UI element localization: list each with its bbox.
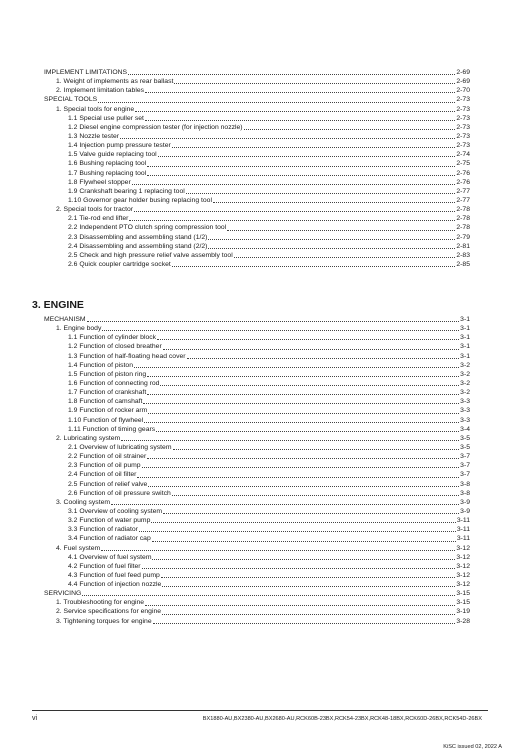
toc-entry-page: 3-7 bbox=[460, 462, 470, 470]
toc-entry-title: 1.6 Bushing replacing tool bbox=[68, 160, 147, 168]
toc-entry[interactable] bbox=[44, 571, 470, 580]
toc-entry[interactable] bbox=[44, 379, 470, 388]
toc-entry-page: 3-3 bbox=[460, 407, 470, 415]
toc-dot-leader bbox=[153, 623, 456, 624]
toc-entry-title: 1.2 Diesel engine compression tester (for injection nozzle) bbox=[68, 123, 243, 131]
toc-entry-title: 3.3 Function of radiator bbox=[68, 526, 138, 534]
toc-entry-title: 2. Lubricating system bbox=[56, 434, 121, 442]
toc-entry[interactable] bbox=[44, 86, 470, 95]
toc-entry-page: 3-11 bbox=[456, 526, 470, 534]
toc-entry-title: 2.3 Function of oil pump bbox=[68, 462, 141, 470]
toc-entry-page: 3-3 bbox=[460, 416, 470, 424]
toc-entry-title: 1.3 Function of half-floating head cover bbox=[68, 352, 186, 360]
toc-entry[interactable] bbox=[44, 352, 470, 361]
toc-entry-title: 2.4 Disassembling and assembling stand (2/2) bbox=[68, 242, 208, 250]
toc-entry[interactable] bbox=[44, 443, 470, 452]
toc-dot-leader bbox=[143, 403, 459, 404]
toc-dot-leader bbox=[208, 239, 455, 240]
toc-entry-title: 1. Weight of implements as rear ballast bbox=[56, 78, 174, 86]
toc-entry-title: 2.3 Disassembling and assembling stand (1/2) bbox=[68, 233, 208, 241]
toc-entry[interactable] bbox=[44, 562, 470, 571]
toc-entry[interactable] bbox=[44, 260, 470, 269]
toc-entry[interactable] bbox=[44, 589, 470, 598]
toc-entry-page: 2-70 bbox=[456, 87, 470, 95]
toc-entry[interactable] bbox=[44, 223, 470, 232]
toc-entry[interactable] bbox=[44, 150, 470, 159]
toc-entry[interactable] bbox=[44, 525, 470, 534]
toc-entry-title: 2. Implement limitation tables bbox=[56, 87, 145, 95]
toc-entry[interactable] bbox=[44, 608, 470, 617]
toc-dot-leader bbox=[139, 531, 456, 532]
footer-divider bbox=[32, 710, 488, 711]
toc-entry-title: 4.2 Function of fuel filter bbox=[68, 562, 141, 570]
toc-entry-page: 3-28 bbox=[456, 617, 470, 625]
toc-entry-page: 3-9 bbox=[460, 498, 470, 506]
toc-entry-page: 3-8 bbox=[460, 480, 470, 488]
toc-entry-page: 3-2 bbox=[460, 361, 470, 369]
toc-dot-leader bbox=[111, 504, 459, 505]
toc-dot-leader bbox=[208, 248, 455, 249]
toc-entry[interactable] bbox=[44, 516, 470, 525]
toc-dot-leader bbox=[227, 230, 455, 231]
toc-entry-page: 2-78 bbox=[456, 215, 470, 223]
toc-entry-title: 2.1 Overview of lubricating system bbox=[68, 443, 172, 451]
toc-dot-leader bbox=[158, 156, 456, 157]
toc-entry-page: 3-2 bbox=[460, 389, 470, 397]
toc-dot-leader bbox=[132, 184, 456, 185]
toc-entry-page: 2-73 bbox=[456, 132, 470, 140]
toc-dot-leader bbox=[172, 147, 456, 148]
toc-dot-leader bbox=[186, 193, 456, 194]
toc-entry[interactable] bbox=[44, 123, 470, 132]
toc-dot-leader bbox=[163, 513, 459, 514]
toc-entry-title: 3.4 Function of radiator cap bbox=[68, 535, 151, 543]
toc-entry-page: 2-73 bbox=[456, 123, 470, 131]
toc-entry-title: SERVICING bbox=[44, 590, 82, 598]
toc-dot-leader bbox=[147, 458, 459, 459]
toc-entry-title: 2.4 Function of oil filter bbox=[68, 471, 137, 479]
toc-entry-title: 1.3 Nozzle tester bbox=[68, 132, 119, 140]
toc-entry[interactable] bbox=[44, 159, 470, 168]
toc-entry-title: 4.3 Function of fuel feed pump bbox=[68, 571, 160, 579]
toc-entry-page: 3-11 bbox=[456, 535, 470, 543]
toc-entry-page: 2-83 bbox=[456, 251, 470, 259]
toc-entry-title: 2. Service specifications for engine bbox=[56, 608, 162, 616]
toc-entry-title: 4.4 Function of injection nozzle bbox=[68, 581, 162, 589]
toc-entry[interactable] bbox=[44, 251, 470, 260]
toc-entry-page: 3-5 bbox=[460, 434, 470, 442]
toc-entry[interactable] bbox=[44, 406, 470, 415]
toc-entry-page: 2-78 bbox=[456, 224, 470, 232]
toc-dot-leader bbox=[187, 358, 460, 359]
toc-entry-page: 2-73 bbox=[456, 105, 470, 113]
toc-entry-title: 3.1 Overview of cooling system bbox=[68, 507, 163, 515]
toc-entry[interactable] bbox=[44, 498, 470, 507]
toc-dot-leader bbox=[213, 202, 455, 203]
toc-entry-page: 3-1 bbox=[460, 343, 470, 351]
toc-entry[interactable] bbox=[44, 361, 470, 370]
toc-entry-title: 2.1 Tie-rod end lifter bbox=[68, 215, 129, 223]
toc-dot-leader bbox=[137, 477, 459, 478]
toc-dot-leader bbox=[142, 467, 460, 468]
toc-dot-leader bbox=[234, 257, 456, 258]
toc-dot-leader bbox=[173, 449, 460, 450]
toc-dot-leader bbox=[160, 385, 459, 386]
toc-dot-leader bbox=[147, 394, 459, 395]
toc-entry[interactable] bbox=[44, 178, 470, 187]
toc-entry[interactable] bbox=[44, 169, 470, 178]
toc-entry[interactable] bbox=[44, 370, 470, 379]
toc-entry[interactable] bbox=[44, 617, 470, 626]
toc-dot-leader bbox=[128, 74, 455, 75]
toc-dot-leader bbox=[244, 129, 456, 130]
toc-entry-title: 1. Troubleshooting for engine bbox=[56, 599, 145, 607]
toc-entry[interactable] bbox=[44, 598, 470, 607]
toc-entry-page: 3-12 bbox=[456, 571, 470, 579]
toc-list-engine bbox=[44, 315, 470, 626]
toc-entry-page: 3-2 bbox=[460, 379, 470, 387]
toc-entry-title: 1.10 Function of flywheel bbox=[68, 416, 144, 424]
toc-entry-page: 3-15 bbox=[456, 599, 470, 607]
toc-entry[interactable] bbox=[44, 214, 470, 223]
toc-entry-page: 3-2 bbox=[460, 370, 470, 378]
toc-entry-title: 1. Engine body bbox=[56, 325, 102, 333]
toc-entry-page: 3-9 bbox=[460, 507, 470, 515]
toc-dot-leader bbox=[145, 120, 455, 121]
toc-entry-title: SPECIAL TOOLS bbox=[44, 96, 98, 104]
toc-entry-title: 2.6 Quick coupler cartridge socket bbox=[68, 260, 171, 268]
toc-entry-title: IMPLEMENT LIMITATIONS bbox=[44, 68, 128, 76]
toc-dot-leader bbox=[172, 266, 456, 267]
toc-entry-title: 4. Fuel system bbox=[56, 544, 101, 552]
toc-entry[interactable] bbox=[44, 68, 470, 77]
toc-entry-title: MECHANISM bbox=[44, 315, 86, 323]
toc-dot-leader bbox=[98, 102, 455, 103]
toc-entry[interactable] bbox=[44, 141, 470, 150]
toc-entry-page: 2-85 bbox=[456, 260, 470, 268]
toc-entry-title: 1.9 Function of rocker arm bbox=[68, 407, 148, 415]
toc-entry-title: 1.7 Bushing replacing tool bbox=[68, 169, 147, 177]
toc-entry[interactable] bbox=[44, 233, 470, 242]
toc-dot-leader bbox=[152, 559, 455, 560]
toc-dot-leader bbox=[144, 422, 459, 423]
toc-entry-page: 2-81 bbox=[456, 242, 470, 250]
toc-entry-page: 2-73 bbox=[456, 142, 470, 150]
toc-entry-page: 2-76 bbox=[456, 169, 470, 177]
toc-entry-page: 3-1 bbox=[460, 352, 470, 360]
toc-entry-page: 2-73 bbox=[456, 114, 470, 122]
toc-dot-leader bbox=[87, 321, 460, 322]
toc-entry-page: 3-1 bbox=[460, 315, 470, 323]
toc-entry-page: 2-79 bbox=[456, 233, 470, 241]
toc-dot-leader bbox=[157, 339, 459, 340]
toc-entry-title: 4.1 Overview of fuel system bbox=[68, 553, 152, 561]
toc-entry-page: 3-7 bbox=[460, 453, 470, 461]
toc-dot-leader bbox=[134, 211, 455, 212]
toc-entry[interactable] bbox=[44, 416, 470, 425]
toc-entry-page: 3-5 bbox=[460, 443, 470, 451]
toc-dot-leader bbox=[82, 595, 455, 596]
toc-entry-title: 1.5 Valve guide replacing tool bbox=[68, 151, 157, 159]
toc-entry-page: 3-3 bbox=[460, 398, 470, 406]
toc-dot-leader bbox=[120, 138, 455, 139]
toc-entry[interactable] bbox=[44, 196, 470, 205]
toc-entry-title: 2.6 Function of oil pressure switch bbox=[68, 489, 171, 497]
toc-entry-title: 1.8 Flywheel stopper bbox=[68, 178, 131, 186]
toc-entry-title: 1.4 Function of piston bbox=[68, 361, 133, 369]
toc-entry-page: 2-69 bbox=[456, 78, 470, 86]
model-list: BX1880-AU,BX2380-AU,BX2680-AU,RCK60B-23BX,RCK54-23BX,RCK48-18BX,RCK60D-26BX,RCK54D-26BX bbox=[202, 716, 482, 722]
toc-entry-title: 3. Cooling system bbox=[56, 498, 111, 506]
toc-entry-page: 2-78 bbox=[456, 206, 470, 214]
toc-entry-page: 3-1 bbox=[460, 334, 470, 342]
issue-note: KiSC issued 02, 2022 A bbox=[443, 744, 502, 750]
toc-entry-page: 3-8 bbox=[460, 489, 470, 497]
toc-entry-title: 3.2 Function of water pump bbox=[68, 517, 151, 525]
toc-entry-title: 2. Special tools for tractor bbox=[56, 206, 134, 214]
toc-dot-leader bbox=[147, 166, 455, 167]
toc-dot-leader bbox=[147, 376, 459, 377]
toc-entry[interactable] bbox=[44, 489, 470, 498]
toc-entry-page: 2-74 bbox=[456, 151, 470, 159]
toc-entry-page: 2-77 bbox=[456, 196, 470, 204]
toc-entry[interactable] bbox=[44, 480, 470, 489]
section-heading-engine: 3. ENGINE bbox=[32, 299, 84, 311]
toc-entry-title: 2.2 Independent PTO clutch spring compression tool bbox=[68, 224, 227, 232]
toc-entry[interactable] bbox=[44, 470, 470, 479]
toc-dot-leader bbox=[174, 83, 455, 84]
toc-entry-title: 1.2 Function of closed breather bbox=[68, 343, 162, 351]
toc-entry[interactable] bbox=[44, 324, 470, 333]
toc-entry[interactable] bbox=[44, 461, 470, 470]
toc-entry[interactable] bbox=[44, 452, 470, 461]
toc-entry[interactable] bbox=[44, 425, 470, 434]
toc-dot-leader bbox=[163, 349, 459, 350]
toc-entry-page: 2-76 bbox=[456, 178, 470, 186]
toc-dot-leader bbox=[148, 413, 459, 414]
toc-entry-title: 2.2 Function of oil strainer bbox=[68, 453, 147, 461]
toc-entry[interactable] bbox=[44, 205, 470, 214]
toc-entry[interactable] bbox=[44, 132, 470, 141]
toc-entry[interactable] bbox=[44, 580, 470, 589]
toc-dot-leader bbox=[147, 175, 455, 176]
toc-entry[interactable] bbox=[44, 105, 470, 114]
toc-entry-title: 1.1 Function of cylinder block bbox=[68, 334, 157, 342]
toc-entry[interactable] bbox=[44, 333, 470, 342]
toc-dot-leader bbox=[162, 614, 455, 615]
toc-entry-page: 3-11 bbox=[456, 517, 470, 525]
toc-dot-leader bbox=[151, 522, 456, 523]
toc-entry-page: 2-73 bbox=[456, 96, 470, 104]
toc-entry-page: 2-69 bbox=[456, 68, 470, 76]
toc-entry-title: 3. Tightening torques for engine bbox=[56, 617, 152, 625]
toc-entry-title: 1.7 Function of crankshaft bbox=[68, 389, 147, 397]
toc-entry-title: 1.8 Function of camshaft bbox=[68, 398, 143, 406]
toc-dot-leader bbox=[148, 486, 459, 487]
toc-entry-title: 1.6 Function of connecting rod bbox=[68, 379, 160, 387]
toc-entry-page: 3-15 bbox=[456, 590, 470, 598]
toc-entry-title: 1.10 Governor gear holder busing replacing tool bbox=[68, 196, 212, 204]
toc-entry-page: 3-12 bbox=[456, 553, 470, 561]
toc-entry-title: 2.5 Check and high pressure relief valve assembly tool bbox=[68, 251, 233, 259]
toc-entry-page: 3-7 bbox=[460, 471, 470, 479]
toc-entry-title: 2.5 Function of relief valve bbox=[68, 480, 148, 488]
toc-entry-title: 1.4 Injection pump pressure tester bbox=[68, 142, 171, 150]
toc-entry[interactable] bbox=[44, 544, 470, 553]
toc-dot-leader bbox=[102, 330, 459, 331]
toc-entry-page: 3-4 bbox=[460, 425, 470, 433]
toc-entry-title: 1.5 Function of piston ring bbox=[68, 370, 147, 378]
toc-entry[interactable] bbox=[44, 397, 470, 406]
toc-entry[interactable] bbox=[44, 534, 470, 543]
toc-entry[interactable] bbox=[44, 77, 470, 86]
toc-entry-page: 3-12 bbox=[456, 562, 470, 570]
toc-dot-leader bbox=[152, 541, 456, 542]
toc-entry-page: 3-12 bbox=[456, 544, 470, 552]
toc-dot-leader bbox=[101, 550, 455, 551]
toc-dot-leader bbox=[156, 431, 459, 432]
toc-entry[interactable] bbox=[44, 187, 470, 196]
toc-entry-page: 2-75 bbox=[456, 160, 470, 168]
toc-entry[interactable] bbox=[44, 388, 470, 397]
page-number: vi bbox=[32, 715, 38, 722]
toc-entry-page: 3-1 bbox=[460, 325, 470, 333]
toc-entry[interactable] bbox=[44, 315, 470, 324]
toc-entry-title: 1.1 Special use puller set bbox=[68, 114, 144, 122]
toc-list-special-tools bbox=[44, 68, 470, 269]
toc-entry[interactable] bbox=[44, 242, 470, 251]
toc-entry-title: 1.9 Crankshaft bearing 1 replacing tool bbox=[68, 187, 185, 195]
toc-dot-leader bbox=[162, 586, 455, 587]
toc-entry-page: 3-12 bbox=[456, 581, 470, 589]
toc-dot-leader bbox=[145, 92, 455, 93]
toc-entry-title: 1.11 Function of timing gears bbox=[68, 425, 156, 433]
toc-dot-leader bbox=[142, 568, 456, 569]
toc-entry[interactable] bbox=[44, 95, 470, 104]
toc-dot-leader bbox=[161, 577, 456, 578]
toc-entry-page: 2-77 bbox=[456, 187, 470, 195]
toc-dot-leader bbox=[134, 367, 459, 368]
toc-entry[interactable] bbox=[44, 507, 470, 516]
toc-dot-leader bbox=[145, 605, 455, 606]
toc-entry[interactable] bbox=[44, 553, 470, 562]
toc-entry[interactable] bbox=[44, 114, 470, 123]
toc-dot-leader bbox=[121, 440, 459, 441]
toc-dot-leader bbox=[129, 220, 455, 221]
toc-dot-leader bbox=[135, 111, 455, 112]
toc-entry-page: 3-19 bbox=[456, 608, 470, 616]
toc-dot-leader bbox=[172, 495, 459, 496]
toc-entry[interactable] bbox=[44, 342, 470, 351]
toc-entry-title: 1. Special tools for engine bbox=[56, 105, 135, 113]
toc-entry[interactable] bbox=[44, 434, 470, 443]
